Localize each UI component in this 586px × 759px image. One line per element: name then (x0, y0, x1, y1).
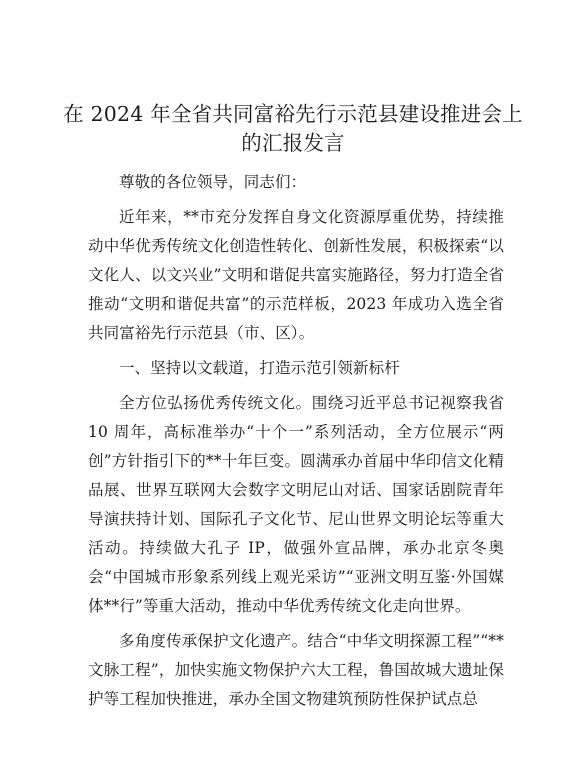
salutation: 尊敬的各位领导，同志们： (119, 173, 307, 191)
document-title: 在 2024 年全省共同富裕先行示范县建设推进会上的汇报发言 (63, 102, 523, 155)
paragraph-1-body: 围绕习近平总书记视察我省 10 周年，高标准举办“十个一”系列活动，全方位展示“两创”方针指引下的**十年巨变。圆满承办首届中华印信文化精品展、世界互联网大会数字文明尼山对话、国家话剧院青年导演扶持计划、国际孔子文化节、尼山世界文明论坛等重大活动。持续做大孔子 IP，做强外宣品牌，承办北京冬奥会“中国城市形象系列线上观光采访”“亚洲文明互鉴·外国媒体**行”等重大活动，推动中华优秀传统文化走向世界。 (88, 394, 505, 615)
section-heading: 一、坚持以文载道，打造示范引领新标杆 (119, 359, 400, 377)
intro-paragraph: 近年来，**市充分发挥自身文化资源厚重优势，持续推动中华优秀传统文化创造性转化、创新性发展，积极探索“以文化人、以文兴业”文明和谐促共富实施路径，努力打造全省推动“文明和谐促共富”的示范样板，2023 年成功入选全省共同富裕先行示范县（市、区）。 (88, 208, 504, 342)
paragraph-2-lead: 多角度传承保护文化遗产。 (119, 632, 308, 650)
paragraph-1 (88, 389, 504, 621)
document-body (88, 168, 504, 714)
paragraph-2-body: 结合“中华文明探源工程”“**文脉工程”，加快实施文物保护六大工程，鲁国故城大遗址保护等工程加快推进，承办全国文物建筑预防性保护试点总 (88, 632, 505, 708)
paragraph-1-lead: 全方位弘扬优秀传统文化。 (119, 394, 312, 412)
paragraph-2 (88, 627, 504, 714)
